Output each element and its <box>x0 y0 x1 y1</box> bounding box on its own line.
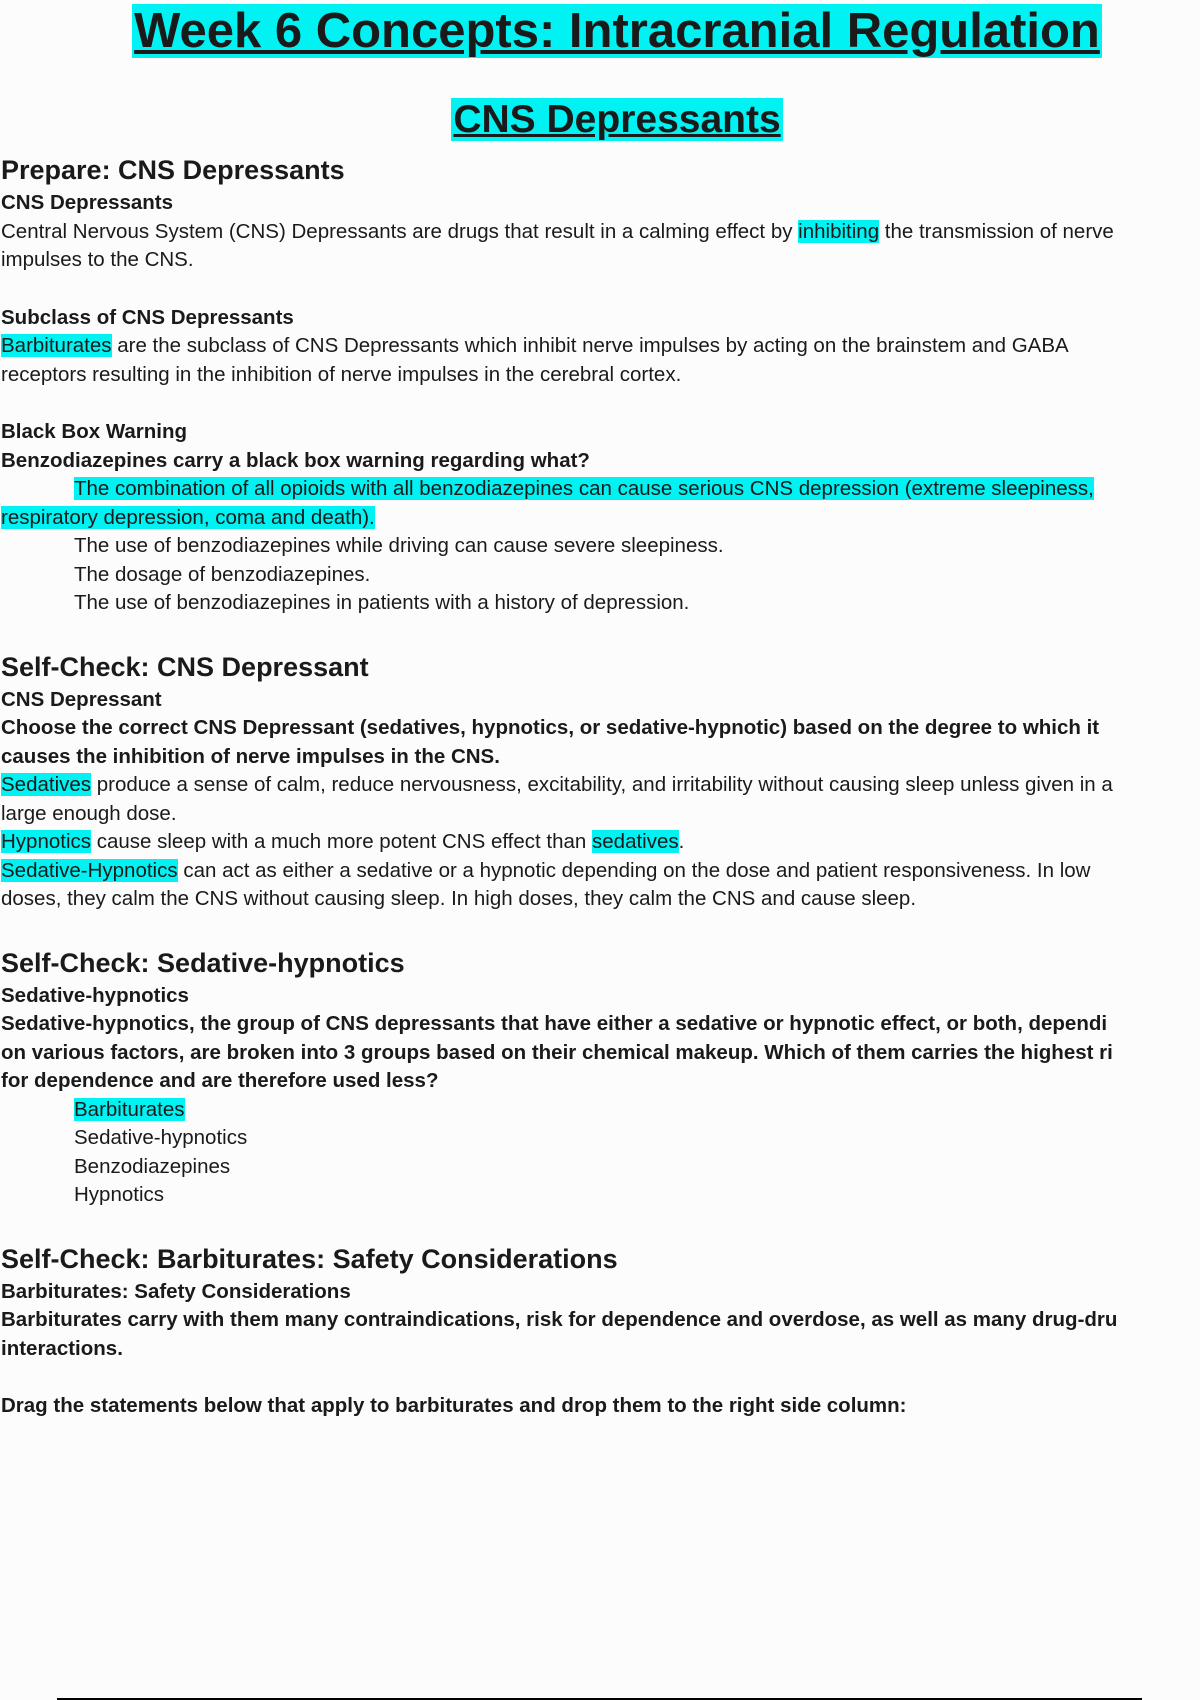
document-content <box>1 151 1200 1421</box>
cns-definition-line2: impulses to the CNS. <box>1 248 194 271</box>
highlighted-answer: Barbiturates <box>74 1097 185 1121</box>
self-check-barb-heading: Self-Check: Barbiturates: Safety Considerations <box>1 1243 618 1274</box>
answer-option: Hypnotics <box>74 1183 165 1206</box>
answer-option: The use of benzodiazepines in patients with a history of depression. <box>74 591 690 614</box>
self-check-sedhyp-subheading: Sedative-hypnotics <box>1 983 189 1007</box>
answer-option: The dosage of benzodiazepines. <box>74 562 371 586</box>
highlighted-term: inhibiting <box>798 219 880 243</box>
text-span: produce a sense of calm, reduce nervousness, excitability, and irritability without causing sleep unless given in a <box>91 773 1113 796</box>
subclass-line2: receptors resulting in the inhibition of nerve impulses in the cerebral cortex. <box>1 362 682 386</box>
self-check-depressant-question-line2: causes the inhibition of nerve impulses in the CNS. <box>1 744 500 768</box>
drag-instruction: Drag the statements below that apply to barbiturates and drop them to the right side column: <box>1 1394 907 1417</box>
highlighted-term: sedatives <box>592 830 679 853</box>
highlighted-answer: The combination of all opioids with all benzodiazepines can cause serious CNS depression (extreme sleepiness, <box>74 477 1094 500</box>
answer-option-correct <box>1 1096 1200 1125</box>
subclass-line1 <box>1 332 1200 361</box>
page-title <box>0 2 1200 60</box>
black-box-heading: Black Box Warning <box>1 420 188 443</box>
text-span: Central Nervous System (CNS) Depressants are drugs that result in a calming effect by <box>1 219 799 243</box>
sedatives-line2: large enough dose. <box>1 801 177 825</box>
section-title-text: CNS Depressants <box>453 98 781 141</box>
spacer <box>1 389 1200 418</box>
text-span: the transmission of nerve <box>879 219 1114 243</box>
subclass-heading: Subclass of CNS Depressants <box>1 305 294 329</box>
text-span: are the subclass of CNS Depressants which inhibit nerve impulses by acting on the brainstem and GABA <box>111 334 1069 357</box>
highlighted-answer: respiratory depression, coma and death). <box>1 505 375 529</box>
spacer <box>1 618 1200 648</box>
highlighted-term: Barbiturates <box>1 334 112 357</box>
cns-definition-line1 <box>1 218 1200 247</box>
text-span: . <box>678 830 685 853</box>
black-box-answer-line2 <box>1 504 1200 533</box>
self-check-sedhyp-question-line1: Sedative-hypnotics, the group of CNS depressants that have either a sedative or hypnotic effect, or both, dependi <box>1 1012 1108 1035</box>
answer-option: The use of benzodiazepines while driving can cause severe sleepiness. <box>74 534 724 557</box>
sedative-hypnotics-line2: doses, they calm the CNS without causing sleep. In high doses, they calm the CNS and cause sleep. <box>1 887 917 910</box>
answer-option: Sedative-hypnotics <box>74 1126 248 1149</box>
spacer <box>1 914 1200 944</box>
self-check-sedhyp-heading: Self-Check: Sedative-hypnotics <box>1 947 405 978</box>
self-check-barb-subheading: Barbiturates: Safety Considerations <box>1 1279 351 1303</box>
self-check-depressant-heading: Self-Check: CNS Depressant <box>1 651 369 682</box>
section-title <box>0 96 1200 144</box>
spacer <box>1 1210 1200 1240</box>
self-check-depressant-subheading: CNS Depressant <box>1 687 162 711</box>
highlighted-term: Sedative-Hypnotics <box>1 858 178 882</box>
page-title-text: Week 6 Concepts: Intracranial Regulation <box>134 4 1100 58</box>
answer-option: Benzodiazepines <box>74 1154 231 1178</box>
self-check-depressant-question-line1: Choose the correct CNS Depressant (sedatives, hypnotics, or sedative-hypnotic) based on the degree to which it <box>1 716 1100 739</box>
spacer <box>1 275 1200 304</box>
text-span: can act as either a sedative or a hypnotic depending on the dose and patient responsiveness. In low <box>177 858 1091 882</box>
highlighted-term: Hypnotics <box>1 830 92 853</box>
highlighted-term: Sedatives <box>1 773 92 796</box>
black-box-answer-line1 <box>1 475 1200 504</box>
self-check-barb-text-line2: interactions. <box>1 1336 123 1360</box>
prepare-heading: Prepare: CNS Depressants <box>1 155 345 185</box>
sedative-hypnotics-line1 <box>1 857 1200 886</box>
cns-depressants-heading: CNS Depressants <box>1 191 174 214</box>
spacer <box>1 1363 1200 1392</box>
self-check-sedhyp-question-line3: for dependence and are therefore used less? <box>1 1069 439 1092</box>
hypnotics-line <box>1 828 1200 857</box>
black-box-question: Benzodiazepines carry a black box warning regarding what? <box>1 448 590 472</box>
text-span: cause sleep with a much more potent CNS effect than <box>91 830 593 853</box>
self-check-sedhyp-question-line2: on various factors, are broken into 3 groups based on their chemical makeup. Which of them carries the highest ri <box>1 1040 1113 1064</box>
self-check-barb-text-line1: Barbiturates carry with them many contraindications, risk for dependence and overdose, as well as many drug-dru <box>1 1308 1118 1331</box>
sedatives-line1 <box>1 771 1200 800</box>
